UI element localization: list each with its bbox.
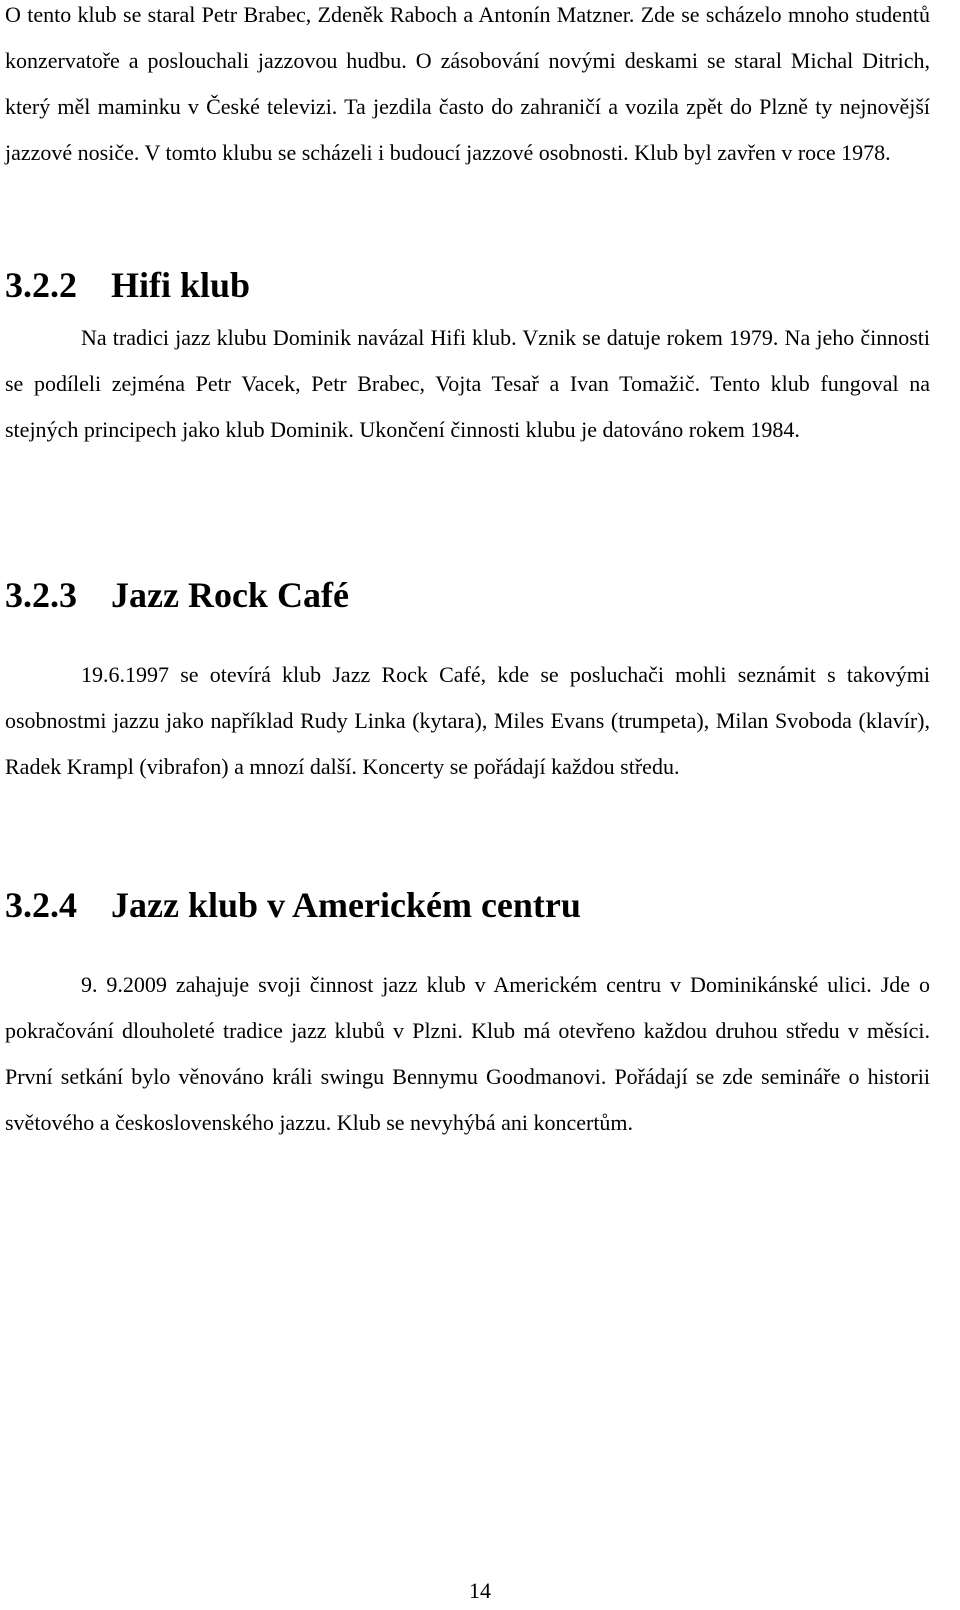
section-heading-jazz-rock-cafe	[5, 573, 349, 617]
paragraph-americke-centrum	[5, 962, 930, 1146]
paragraph-hifi-klub	[5, 315, 930, 453]
section-title: Jazz Rock Café	[111, 575, 349, 615]
paragraph-jazz-rock-cafe	[5, 652, 930, 790]
section-title: Hifi klub	[111, 265, 251, 305]
paragraph-text: 19.6.1997 se otevírá klub Jazz Rock Café, kde se posluchači mohli seznámit s takovými osobnostmi jazzu jako například Rudy Linka (kytara), Miles Evans (trumpeta), Milan Svoboda (klavír), Radek Krampl (vibrafon) a mnozí další. Koncerty se pořádají každou středu.	[5, 662, 930, 779]
section-title: Jazz klub v Americkém centru	[111, 885, 581, 925]
paragraph-text: Na tradici jazz klubu Dominik navázal Hifi klub. Vznik se datuje rokem 1979. Na jeho činnosti se podíleli zejména Petr Vacek, Petr Brabec, Vojta Tesař a Ivan Tomažič. Tento klub fungoval na stejných principech jako klub Dominik. Ukončení činnosti klubu je datováno rokem 1984.	[5, 325, 930, 442]
section-heading-hifi-klub	[5, 263, 250, 307]
section-number: 3.2.3	[5, 575, 77, 615]
section-number: 3.2.4	[5, 885, 77, 925]
section-number: 3.2.2	[5, 265, 77, 305]
paragraph-text: 9. 9.2009 zahajuje svoji činnost jazz klub v Americkém centru v Dominikánské ulici. Jde o pokračování dlouholeté tradice jazz klubů v Plzni. Klub má otevřeno každou druhou středu v měsíci. První setkání bylo věnováno králi swingu Bennymu Goodmanovi. Pořádají se zde semináře o historii světového a československého jazzu. Klub se nevyhýbá ani koncertům.	[5, 972, 930, 1135]
page-number: 14	[469, 1578, 491, 1603]
section-heading-americke-centrum	[5, 883, 581, 927]
paragraph-dominik-continuation: O tento klub se staral Petr Brabec, Zdeněk Raboch a Antonín Matzner. Zde se scházelo mnoho studentů konzervatoře a poslouchali jazzovou hudbu. O zásobování novými deskami se staral Michal Ditrich, který měl maminku v České televizi. Ta jezdila často do zahraničí a vozila zpět do Plzně ty nejnovější jazzové nosiče. V tomto klubu se scházeli i budoucí jazzové osobnosti. Klub byl zavřen v roce 1978.	[5, 2, 930, 165]
